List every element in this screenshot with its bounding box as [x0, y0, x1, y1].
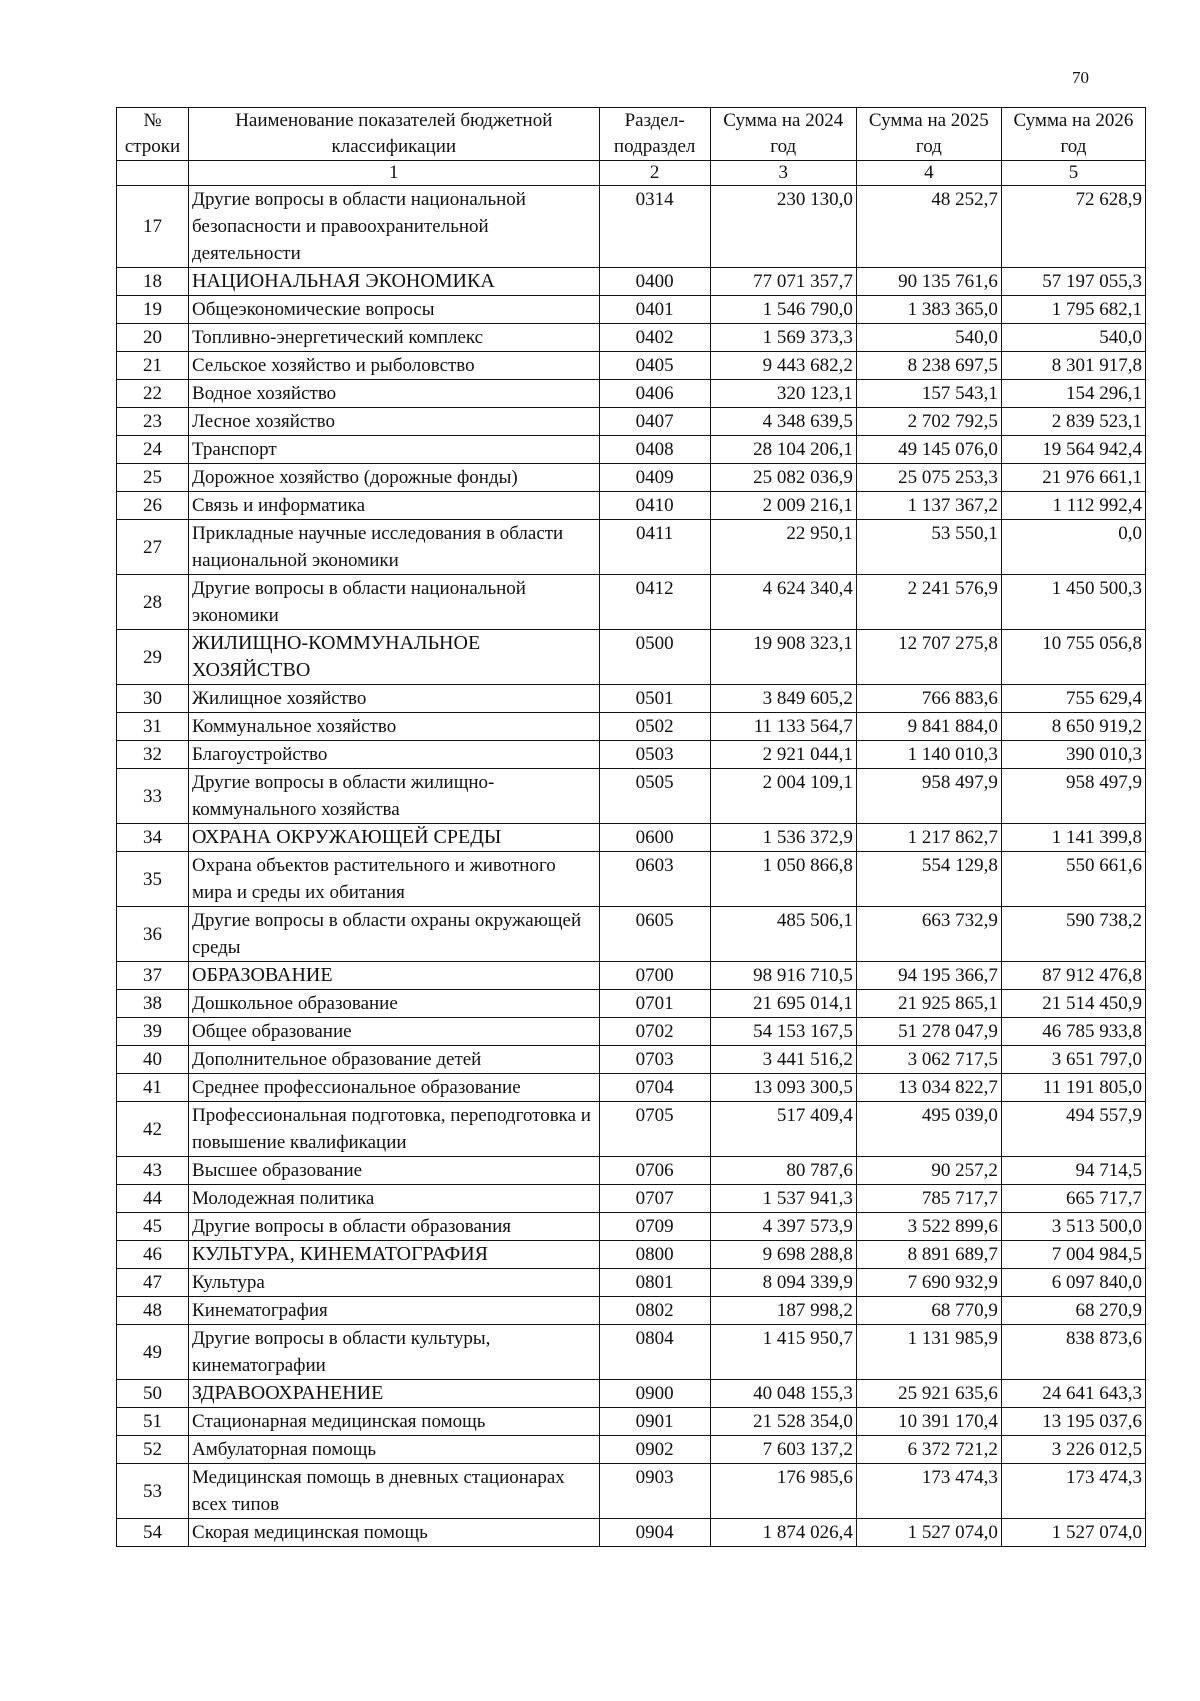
amount-2025-cell: 90 257,2	[856, 1157, 1001, 1185]
section-code-cell: 0801	[599, 1269, 710, 1297]
amount-2026-cell: 68 270,9	[1001, 1297, 1145, 1325]
column-number: 3	[710, 161, 856, 186]
table-row	[117, 630, 1146, 685]
section-code-cell: 0407	[599, 408, 710, 436]
amount-2024-cell: 1 546 790,0	[710, 296, 856, 324]
row-number-cell: 23	[117, 408, 189, 436]
section-code-cell: 0705	[599, 1102, 710, 1157]
amount-2025-cell: 766 883,6	[856, 685, 1001, 713]
table-row	[117, 1018, 1146, 1046]
indicator-name-cell: Другие вопросы в области охраны окружающей среды	[189, 907, 600, 962]
amount-2026-cell: 550 661,6	[1001, 852, 1145, 907]
table-row	[117, 324, 1146, 352]
indicator-name-cell: Коммунальное хозяйство	[189, 713, 600, 741]
amount-2024-cell: 9 698 288,8	[710, 1241, 856, 1269]
table-row	[117, 1408, 1146, 1436]
amount-2024-cell: 40 048 155,3	[710, 1380, 856, 1408]
amount-2026-cell: 13 195 037,6	[1001, 1408, 1145, 1436]
table-row	[117, 1269, 1146, 1297]
indicator-name-cell: Благоустройство	[189, 741, 600, 769]
amount-2026-cell: 590 738,2	[1001, 907, 1145, 962]
table-row	[117, 1297, 1146, 1325]
amount-2026-cell: 21 976 661,1	[1001, 464, 1145, 492]
table-row	[117, 1241, 1146, 1269]
amount-2024-cell: 485 506,1	[710, 907, 856, 962]
amount-2024-cell: 1 536 372,9	[710, 824, 856, 852]
table-row	[117, 1185, 1146, 1213]
section-code-cell: 0410	[599, 492, 710, 520]
amount-2025-cell: 68 770,9	[856, 1297, 1001, 1325]
table-row	[117, 464, 1146, 492]
amount-2026-cell: 87 912 476,8	[1001, 962, 1145, 990]
row-number-cell: 48	[117, 1297, 189, 1325]
amount-2025-cell: 51 278 047,9	[856, 1018, 1001, 1046]
amount-2026-cell: 958 497,9	[1001, 769, 1145, 824]
table-row	[117, 741, 1146, 769]
indicator-name-cell: Сельское хозяйство и рыболовство	[189, 352, 600, 380]
amount-2025-cell: 6 372 721,2	[856, 1436, 1001, 1464]
amount-2026-cell: 8 301 917,8	[1001, 352, 1145, 380]
amount-2024-cell: 4 348 639,5	[710, 408, 856, 436]
row-number-cell: 37	[117, 962, 189, 990]
amount-2026-cell: 10 755 056,8	[1001, 630, 1145, 685]
row-number-cell: 40	[117, 1046, 189, 1074]
row-number-cell: 46	[117, 1241, 189, 1269]
amount-2024-cell: 4 397 573,9	[710, 1213, 856, 1241]
indicator-name-cell: Водное хозяйство	[189, 380, 600, 408]
amount-2024-cell: 77 071 357,7	[710, 268, 856, 296]
table-row	[117, 907, 1146, 962]
indicator-name-cell: Связь и информатика	[189, 492, 600, 520]
section-code-cell: 0903	[599, 1464, 710, 1519]
page-number: 70	[1072, 68, 1089, 87]
indicator-name-cell: ОБРАЗОВАНИЕ	[189, 962, 600, 990]
amount-2025-cell: 495 039,0	[856, 1102, 1001, 1157]
amount-2025-cell: 53 550,1	[856, 520, 1001, 575]
table-row	[117, 962, 1146, 990]
table-row	[117, 380, 1146, 408]
table-row	[117, 296, 1146, 324]
indicator-name-cell: Другие вопросы в области национальной безопасности и правоохранительной деятельности	[189, 186, 600, 268]
amount-2024-cell: 11 133 564,7	[710, 713, 856, 741]
row-number-cell: 41	[117, 1074, 189, 1102]
amount-2025-cell: 49 145 076,0	[856, 436, 1001, 464]
section-code-cell: 0405	[599, 352, 710, 380]
amount-2026-cell: 2 839 523,1	[1001, 408, 1145, 436]
table-row	[117, 769, 1146, 824]
row-number-cell: 18	[117, 268, 189, 296]
indicator-name-cell: КУЛЬТУРА, КИНЕМАТОГРАФИЯ	[189, 1241, 600, 1269]
amount-2024-cell: 8 094 339,9	[710, 1269, 856, 1297]
amount-2025-cell: 540,0	[856, 324, 1001, 352]
row-number-cell: 39	[117, 1018, 189, 1046]
amount-2026-cell: 57 197 055,3	[1001, 268, 1145, 296]
amount-2024-cell: 9 443 682,2	[710, 352, 856, 380]
row-number-cell: 36	[117, 907, 189, 962]
amount-2025-cell: 25 075 253,3	[856, 464, 1001, 492]
amount-2025-cell: 1 217 862,7	[856, 824, 1001, 852]
amount-2026-cell: 1 795 682,1	[1001, 296, 1145, 324]
indicator-name-cell: НАЦИОНАЛЬНАЯ ЭКОНОМИКА	[189, 268, 600, 296]
table-row	[117, 1074, 1146, 1102]
amount-2026-cell: 838 873,6	[1001, 1325, 1145, 1380]
row-number-cell: 25	[117, 464, 189, 492]
amount-2025-cell: 2 702 792,5	[856, 408, 1001, 436]
row-number-cell: 19	[117, 296, 189, 324]
row-number-cell: 34	[117, 824, 189, 852]
amount-2024-cell: 1 874 026,4	[710, 1519, 856, 1547]
indicator-name-cell: Амбулаторная помощь	[189, 1436, 600, 1464]
header-amount-2025: Сумма на 2025 год	[856, 108, 1001, 161]
section-code-cell: 0707	[599, 1185, 710, 1213]
section-code-cell: 0402	[599, 324, 710, 352]
indicator-name-cell: Кинематография	[189, 1297, 600, 1325]
amount-2025-cell: 663 732,9	[856, 907, 1001, 962]
amount-2025-cell: 958 497,9	[856, 769, 1001, 824]
row-number-cell: 43	[117, 1157, 189, 1185]
table-row	[117, 1157, 1146, 1185]
row-number-cell: 17	[117, 186, 189, 268]
row-number-cell: 45	[117, 1213, 189, 1241]
header-amount-2026: Сумма на 2026 год	[1001, 108, 1145, 161]
row-number-cell: 28	[117, 575, 189, 630]
amount-2026-cell: 390 010,3	[1001, 741, 1145, 769]
table-row	[117, 575, 1146, 630]
indicator-name-cell: Другие вопросы в области образования	[189, 1213, 600, 1241]
indicator-name-cell: Дополнительное образование детей	[189, 1046, 600, 1074]
indicator-name-cell: Другие вопросы в области культуры, кинематографии	[189, 1325, 600, 1380]
section-code-cell: 0400	[599, 268, 710, 296]
amount-2026-cell: 173 474,3	[1001, 1464, 1145, 1519]
row-number-cell: 32	[117, 741, 189, 769]
header-row-number: № строки	[117, 108, 189, 161]
table-row	[117, 408, 1146, 436]
section-code-cell: 0709	[599, 1213, 710, 1241]
amount-2024-cell: 1 415 950,7	[710, 1325, 856, 1380]
row-number-cell: 27	[117, 520, 189, 575]
section-code-cell: 0408	[599, 436, 710, 464]
amount-2026-cell: 21 514 450,9	[1001, 990, 1145, 1018]
amount-2026-cell: 46 785 933,8	[1001, 1018, 1145, 1046]
amount-2024-cell: 187 998,2	[710, 1297, 856, 1325]
row-number-cell: 38	[117, 990, 189, 1018]
indicator-name-cell: Дорожное хозяйство (дорожные фонды)	[189, 464, 600, 492]
row-number-cell: 24	[117, 436, 189, 464]
amount-2025-cell: 1 131 985,9	[856, 1325, 1001, 1380]
amount-2026-cell: 3 513 500,0	[1001, 1213, 1145, 1241]
row-number-cell: 53	[117, 1464, 189, 1519]
amount-2025-cell: 3 062 717,5	[856, 1046, 1001, 1074]
indicator-name-cell: Профессиональная подготовка, переподготовка и повышение квалификации	[189, 1102, 600, 1157]
indicator-name-cell: Общеэкономические вопросы	[189, 296, 600, 324]
section-code-cell: 0702	[599, 1018, 710, 1046]
row-number-cell: 29	[117, 630, 189, 685]
amount-2026-cell: 494 557,9	[1001, 1102, 1145, 1157]
table-row	[117, 1213, 1146, 1241]
amount-2026-cell: 94 714,5	[1001, 1157, 1145, 1185]
amount-2025-cell: 10 391 170,4	[856, 1408, 1001, 1436]
section-code-cell: 0902	[599, 1436, 710, 1464]
section-code-cell: 0501	[599, 685, 710, 713]
amount-2025-cell: 157 543,1	[856, 380, 1001, 408]
row-number-cell: 20	[117, 324, 189, 352]
table-row	[117, 436, 1146, 464]
column-number: 1	[189, 161, 600, 186]
section-code-cell: 0800	[599, 1241, 710, 1269]
table-row	[117, 1464, 1146, 1519]
amount-2024-cell: 176 985,6	[710, 1464, 856, 1519]
indicator-name-cell: Культура	[189, 1269, 600, 1297]
amount-2026-cell: 1 450 500,3	[1001, 575, 1145, 630]
section-code-cell: 0406	[599, 380, 710, 408]
amount-2026-cell: 7 004 984,5	[1001, 1241, 1145, 1269]
table-row	[117, 1102, 1146, 1157]
indicator-name-cell: Высшее образование	[189, 1157, 600, 1185]
row-number-cell: 49	[117, 1325, 189, 1380]
row-number-cell: 21	[117, 352, 189, 380]
amount-2025-cell: 1 140 010,3	[856, 741, 1001, 769]
amount-2024-cell: 25 082 036,9	[710, 464, 856, 492]
amount-2025-cell: 9 841 884,0	[856, 713, 1001, 741]
amount-2024-cell: 28 104 206,1	[710, 436, 856, 464]
header-amount-2024: Сумма на 2024 год	[710, 108, 856, 161]
amount-2025-cell: 1 137 367,2	[856, 492, 1001, 520]
table-row	[117, 268, 1146, 296]
row-number-cell: 50	[117, 1380, 189, 1408]
indicator-name-cell: Жилищное хозяйство	[189, 685, 600, 713]
section-code-cell: 0503	[599, 741, 710, 769]
indicator-name-cell: Прикладные научные исследования в области национальной экономики	[189, 520, 600, 575]
section-code-cell: 0703	[599, 1046, 710, 1074]
amount-2025-cell: 94 195 366,7	[856, 962, 1001, 990]
amount-2026-cell: 24 641 643,3	[1001, 1380, 1145, 1408]
amount-2025-cell: 21 925 865,1	[856, 990, 1001, 1018]
amount-2025-cell: 785 717,7	[856, 1185, 1001, 1213]
column-number: 2	[599, 161, 710, 186]
section-code-cell: 0804	[599, 1325, 710, 1380]
indicator-name-cell: Другие вопросы в области национальной экономики	[189, 575, 600, 630]
row-number-cell: 51	[117, 1408, 189, 1436]
indicator-name-cell: ЖИЛИЩНО-КОММУНАЛЬНОЕ ХОЗЯЙСТВО	[189, 630, 600, 685]
amount-2025-cell: 90 135 761,6	[856, 268, 1001, 296]
section-code-cell: 0700	[599, 962, 710, 990]
header-section-code: Раздел-подраздел	[599, 108, 710, 161]
table-row	[117, 186, 1146, 268]
amount-2026-cell: 665 717,7	[1001, 1185, 1145, 1213]
section-code-cell: 0704	[599, 1074, 710, 1102]
budget-table	[116, 107, 1146, 1547]
amount-2024-cell: 4 624 340,4	[710, 575, 856, 630]
section-code-cell: 0701	[599, 990, 710, 1018]
indicator-name-cell: Скорая медицинская помощь	[189, 1519, 600, 1547]
amount-2026-cell: 11 191 805,0	[1001, 1074, 1145, 1102]
section-code-cell: 0904	[599, 1519, 710, 1547]
section-code-cell: 0409	[599, 464, 710, 492]
table-row	[117, 1325, 1146, 1380]
indicator-name-cell: Топливно-энергетический комплекс	[189, 324, 600, 352]
row-number-cell: 54	[117, 1519, 189, 1547]
indicator-name-cell: Молодежная политика	[189, 1185, 600, 1213]
table-row	[117, 852, 1146, 907]
indicator-name-cell: Стационарная медицинская помощь	[189, 1408, 600, 1436]
amount-2026-cell: 72 628,9	[1001, 186, 1145, 268]
section-code-cell: 0603	[599, 852, 710, 907]
amount-2024-cell: 54 153 167,5	[710, 1018, 856, 1046]
amount-2026-cell: 3 651 797,0	[1001, 1046, 1145, 1074]
column-number: 4	[856, 161, 1001, 186]
amount-2026-cell: 755 629,4	[1001, 685, 1145, 713]
section-code-cell: 0500	[599, 630, 710, 685]
row-number-cell: 42	[117, 1102, 189, 1157]
amount-2026-cell: 0,0	[1001, 520, 1145, 575]
amount-2024-cell: 21 695 014,1	[710, 990, 856, 1018]
indicator-name-cell: ОХРАНА ОКРУЖАЮЩЕЙ СРЕДЫ	[189, 824, 600, 852]
amount-2026-cell: 19 564 942,4	[1001, 436, 1145, 464]
amount-2024-cell: 80 787,6	[710, 1157, 856, 1185]
amount-2024-cell: 7 603 137,2	[710, 1436, 856, 1464]
amount-2025-cell: 2 241 576,9	[856, 575, 1001, 630]
table-row	[117, 990, 1146, 1018]
amount-2026-cell: 540,0	[1001, 324, 1145, 352]
table-row	[117, 824, 1146, 852]
section-code-cell: 0900	[599, 1380, 710, 1408]
amount-2024-cell: 3 849 605,2	[710, 685, 856, 713]
row-number-cell: 26	[117, 492, 189, 520]
section-code-cell: 0412	[599, 575, 710, 630]
amount-2024-cell: 320 123,1	[710, 380, 856, 408]
indicator-name-cell: Общее образование	[189, 1018, 600, 1046]
header-indicator-name: Наименование показателей бюджетной классификации	[189, 108, 600, 161]
amount-2025-cell: 48 252,7	[856, 186, 1001, 268]
amount-2024-cell: 230 130,0	[710, 186, 856, 268]
section-code-cell: 0901	[599, 1408, 710, 1436]
amount-2025-cell: 25 921 635,6	[856, 1380, 1001, 1408]
amount-2026-cell: 6 097 840,0	[1001, 1269, 1145, 1297]
amount-2025-cell: 3 522 899,6	[856, 1213, 1001, 1241]
table-row	[117, 685, 1146, 713]
amount-2025-cell: 8 238 697,5	[856, 352, 1001, 380]
amount-2024-cell: 22 950,1	[710, 520, 856, 575]
column-number	[117, 161, 189, 186]
amount-2024-cell: 98 916 710,5	[710, 962, 856, 990]
amount-2024-cell: 3 441 516,2	[710, 1046, 856, 1074]
indicator-name-cell: Среднее профессиональное образование	[189, 1074, 600, 1102]
amount-2025-cell: 554 129,8	[856, 852, 1001, 907]
column-number-row	[117, 161, 1146, 186]
section-code-cell: 0314	[599, 186, 710, 268]
row-number-cell: 47	[117, 1269, 189, 1297]
amount-2025-cell: 7 690 932,9	[856, 1269, 1001, 1297]
amount-2026-cell: 154 296,1	[1001, 380, 1145, 408]
indicator-name-cell: ЗДРАВООХРАНЕНИЕ	[189, 1380, 600, 1408]
section-code-cell: 0401	[599, 296, 710, 324]
amount-2026-cell: 1 112 992,4	[1001, 492, 1145, 520]
amount-2024-cell: 19 908 323,1	[710, 630, 856, 685]
amount-2025-cell: 8 891 689,7	[856, 1241, 1001, 1269]
amount-2026-cell: 3 226 012,5	[1001, 1436, 1145, 1464]
indicator-name-cell: Охрана объектов растительного и животного мира и среды их обитания	[189, 852, 600, 907]
amount-2025-cell: 1 383 365,0	[856, 296, 1001, 324]
table-row	[117, 1380, 1146, 1408]
amount-2025-cell: 173 474,3	[856, 1464, 1001, 1519]
header-row	[117, 108, 1146, 161]
amount-2025-cell: 13 034 822,7	[856, 1074, 1001, 1102]
table-body	[117, 186, 1146, 1547]
amount-2026-cell: 1 527 074,0	[1001, 1519, 1145, 1547]
section-code-cell: 0502	[599, 713, 710, 741]
section-code-cell: 0600	[599, 824, 710, 852]
indicator-name-cell: Дошкольное образование	[189, 990, 600, 1018]
amount-2024-cell: 2 921 044,1	[710, 741, 856, 769]
amount-2026-cell: 1 141 399,8	[1001, 824, 1145, 852]
row-number-cell: 31	[117, 713, 189, 741]
amount-2024-cell: 1 537 941,3	[710, 1185, 856, 1213]
section-code-cell: 0505	[599, 769, 710, 824]
amount-2024-cell: 21 528 354,0	[710, 1408, 856, 1436]
row-number-cell: 44	[117, 1185, 189, 1213]
amount-2024-cell: 517 409,4	[710, 1102, 856, 1157]
amount-2024-cell: 2 004 109,1	[710, 769, 856, 824]
section-code-cell: 0411	[599, 520, 710, 575]
section-code-cell: 0706	[599, 1157, 710, 1185]
amount-2025-cell: 12 707 275,8	[856, 630, 1001, 685]
row-number-cell: 33	[117, 769, 189, 824]
table-row	[117, 492, 1146, 520]
row-number-cell: 35	[117, 852, 189, 907]
indicator-name-cell: Другие вопросы в области жилищно-коммунального хозяйства	[189, 769, 600, 824]
amount-2024-cell: 1 050 866,8	[710, 852, 856, 907]
amount-2025-cell: 1 527 074,0	[856, 1519, 1001, 1547]
indicator-name-cell: Лесное хозяйство	[189, 408, 600, 436]
table-row	[117, 352, 1146, 380]
table-row	[117, 1046, 1146, 1074]
row-number-cell: 22	[117, 380, 189, 408]
amount-2024-cell: 1 569 373,3	[710, 324, 856, 352]
amount-2026-cell: 8 650 919,2	[1001, 713, 1145, 741]
table-row	[117, 520, 1146, 575]
row-number-cell: 30	[117, 685, 189, 713]
table-row	[117, 713, 1146, 741]
amount-2024-cell: 2 009 216,1	[710, 492, 856, 520]
table-row	[117, 1519, 1146, 1547]
table-row	[117, 1436, 1146, 1464]
amount-2024-cell: 13 093 300,5	[710, 1074, 856, 1102]
indicator-name-cell: Медицинская помощь в дневных стационарах всех типов	[189, 1464, 600, 1519]
row-number-cell: 52	[117, 1436, 189, 1464]
section-code-cell: 0802	[599, 1297, 710, 1325]
column-number: 5	[1001, 161, 1145, 186]
section-code-cell: 0605	[599, 907, 710, 962]
indicator-name-cell: Транспорт	[189, 436, 600, 464]
